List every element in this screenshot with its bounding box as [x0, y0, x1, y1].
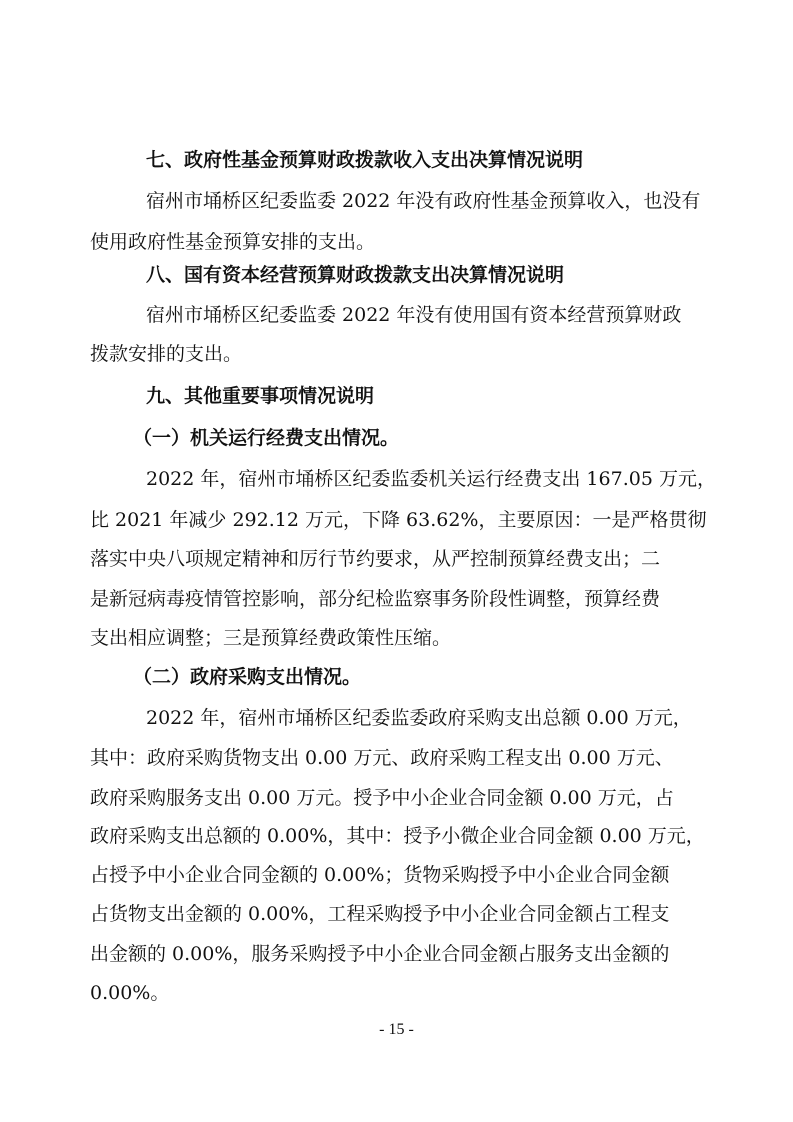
paragraph-line: 占授予中小企业合同金额的 0.00%；货物采购授予中小企业合同金额 — [90, 864, 670, 886]
section-heading-9: 九、其他重要事项情况说明 — [146, 385, 375, 407]
paragraph-line: 支出相应调整；三是预算经费政策性压缩。 — [90, 627, 452, 649]
section-heading-7: 七、政府性基金预算财政拨款收入支出决算情况说明 — [146, 149, 584, 171]
paragraph-line: 比 2021 年减少 292.12 万元，下降 63.62%，主要原因：一是严格贯彻 — [90, 509, 707, 531]
paragraph-line: 是新冠病毒疫情管控影响，部分纪检监察事务阶段性调整，预算经费 — [90, 588, 661, 610]
section-heading-8: 八、国有资本经营预算财政拨款支出决算情况说明 — [146, 264, 565, 286]
paragraph-line: 落实中央八项规定精神和厉行节约要求，从严控制预算经费支出；二 — [90, 548, 661, 570]
paragraph-line: 2022 年，宿州市埇桥区纪委监委机关运行经费支出 167.05 万元， — [146, 468, 716, 490]
paragraph-line: 出金额的 0.00%，服务采购授予中小企业合同金额占服务支出金额的 — [90, 943, 670, 965]
paragraph-line: 宿州市埇桥区纪委监委 2022 年没有使用国有资本经营预算财政 — [146, 304, 682, 326]
paragraph-line: 占货物支出金额的 0.00%，工程采购授予中小企业合同金额占工程支 — [90, 903, 670, 925]
paragraph-line: 0.00%。 — [90, 982, 170, 1004]
paragraph-line: 拨款安排的支出。 — [90, 343, 243, 365]
paragraph-line: 政府采购服务支出 0.00 万元。授予中小企业合同金额 0.00 万元，占 — [90, 787, 674, 809]
paragraph-line: 2022 年，宿州市埇桥区纪委监委政府采购支出总额 0.00 万元， — [146, 707, 692, 729]
paragraph-line: 政府采购支出总额的 0.00%，其中：授予小微企业合同金额 0.00 万元， — [90, 825, 705, 847]
subsection-title-procurement: （二）政府采购支出情况。 — [133, 666, 362, 688]
paragraph-line: 使用政府性基金预算安排的支出。 — [90, 231, 376, 253]
page-number: - 15 - — [379, 1021, 414, 1038]
subsection-title-operating-costs: （一）机关运行经费支出情况。 — [133, 427, 400, 449]
paragraph-line: 其中：政府采购货物支出 0.00 万元、政府采购工程支出 0.00 万元、 — [90, 747, 674, 769]
paragraph-line: 宿州市埇桥区纪委监委 2022 年没有政府性基金预算收入，也没有 — [146, 190, 701, 212]
